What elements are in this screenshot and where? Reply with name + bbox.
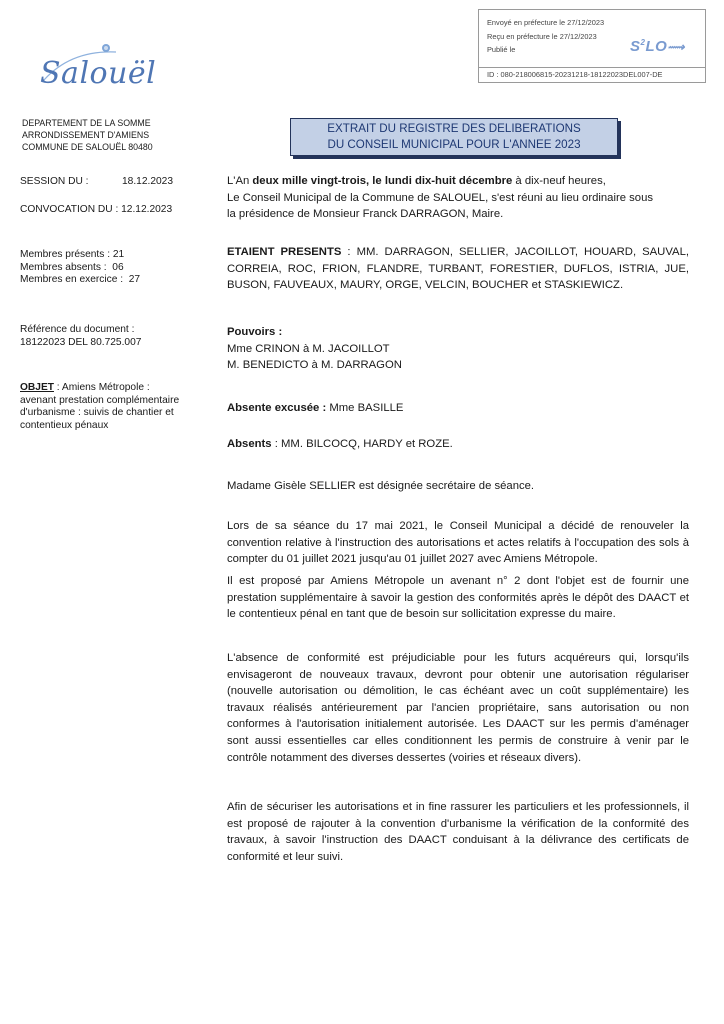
department-header [22, 117, 153, 153]
document-reference [20, 324, 141, 349]
excusee-label: Absente excusée : [227, 402, 327, 414]
objet-label: OBJET [20, 382, 54, 393]
intro-b: à dix-neuf heures, [512, 175, 606, 187]
convocation-date: CONVOCATION DU : 12.12.2023 [20, 204, 173, 215]
reference-value: 18122023 DEL 80.725.007 [20, 336, 142, 348]
members-absents: Membres absents : 06 [20, 261, 124, 273]
intro-line-2: Le Conseil Municipal de la Commune de SALOUEL, s'est réuni au lieu ordinaire sous [227, 191, 654, 204]
members-exercice: Membres en exercice : 27 [20, 274, 141, 286]
paragraph-2: Il est proposé par Amiens Métropole un avenant n° 2 dont l'objet est de fournir une prestation supplémentaire à savoir la gestion des conformités après le dépôt des DAACT et le contentieux pénal en tant que de besoin sur sollicitation expresse du maire. [227, 575, 689, 621]
absents-label: Absents [227, 438, 272, 450]
session-date: 18.12.2023 [122, 176, 173, 187]
stamp-id: ID : 080-218006815-20231218-18122023DEL007-DE [479, 67, 705, 82]
pouvoirs-block [227, 324, 689, 374]
absents-text: : MM. BILCOCQ, HARDY et ROZE. [271, 438, 453, 450]
stamp-recu: Reçu en préfecture le 27/12/2023 [487, 31, 597, 41]
members-counts [20, 249, 140, 287]
pouvoirs-label: Pouvoirs : [227, 326, 283, 338]
stamp-envoye: Envoyé en préfecture le 27/12/2023 [487, 18, 605, 27]
stamp-publie: Publié le [487, 45, 516, 54]
session-label: SESSION DU : [20, 176, 89, 187]
paragraph-1: Lors de sa séance du 17 mai 2021, le Conseil Municipal a décidé de renouveler la convention relative à l'instruction des autorisations et actes relatifs à l'occupation des sols à compter du 01 juillet 2021 jusqu'au 01 juillet 2027 avec Amiens Métropole. [227, 520, 689, 566]
pouvoir-2: M. BENEDICTO à M. DARRAGON [227, 359, 402, 372]
intro-line-3: la présidence de Monsieur Franck DARRAGON, Maire. [227, 208, 504, 221]
absents-line [227, 436, 689, 453]
s2low-logo: $S^2LO⟿$ [629, 38, 685, 55]
logo-text: Salouël [40, 56, 157, 91]
intro-a: L'An [227, 175, 253, 187]
excusee-line [227, 400, 689, 417]
title-line-1: EXTRAIT DU REGISTRE DES DELIBERATIONS [327, 122, 581, 135]
dept-line-2: ARRONDISSEMENT D'AMIENS [22, 130, 150, 140]
presents-paragraph [227, 244, 689, 294]
dept-line-3: COMMUNE DE SALOUËL 80480 [22, 142, 153, 152]
members-presents: Membres présents : 21 [20, 249, 125, 260]
secretaire-line: Madame Gisèle SELLIER est désignée secrétaire de séance. [227, 480, 535, 492]
reference-label: Référence du document : [20, 324, 135, 335]
presents-label: ETAIENT PRESENTS [227, 246, 342, 258]
intro-date: deux mille vingt-trois, le lundi dix-huit décembre [252, 175, 513, 187]
prefecture-stamp [478, 9, 706, 83]
pouvoir-1: Mme CRINON à M. JACOILLOT [227, 342, 390, 355]
excusee-text: Mme BASILLE [326, 402, 404, 414]
dept-line-1: DEPARTEMENT DE LA SOMME [22, 118, 151, 128]
intro-paragraph [227, 173, 689, 223]
title-line-2: DU CONSEIL MUNICIPAL POUR L'ANNEE 2023 [327, 137, 581, 151]
document-title [290, 118, 618, 156]
objet-block [20, 382, 180, 432]
paragraph-3: L'absence de conformité est préjudiciable pour les futurs acquéreurs qui, lorsqu'ils envisageront de nouveaux travaux, devront pour obtenir une autorisation régulariser (nouvelle autorisation ou démolition, le cas échéant avec un coût supplémentaire) les travaux réalisés antérieurement par l'ancien propriétaire, sans autorisation ou non conformes à l'autorisation initialement autorisée. Les DAACT sur les permis d'aménager sont aussi essentielles car elles conditionnent les permis de construire à venir par le contrôle notamment des diverses dessertes (voiries et réseaux divers). [227, 652, 689, 764]
objet-text: : Amiens Métropole : avenant prestation complémentaire d'urbanisme : suivis de chantier et contentieux pénaux [20, 382, 180, 431]
presents-text: : MM. DARRAGON, SELLIER, JACOILLOT, HOUARD, SAUVAL, CORREIA, ROC, FRION, FLANDRE, TURBANT, FORESTIER, DUFLOS, ISTRIA, JUE, BUSON, FAUVEAUX, MAURY, ORGE, VELCIN, BOUCHER et STASKIEWICZ. [227, 246, 689, 292]
paragraph-4: Afin de sécuriser les autorisations et in fine rassurer les particuliers et les professionnels, il est proposé de rajouter à la convention d'urbanisme la vérification de la conformité des travaux, à savoir l'instruction des DAACT conduisant à la délivrance des certificats de conformité et leur suivi. [227, 801, 689, 863]
